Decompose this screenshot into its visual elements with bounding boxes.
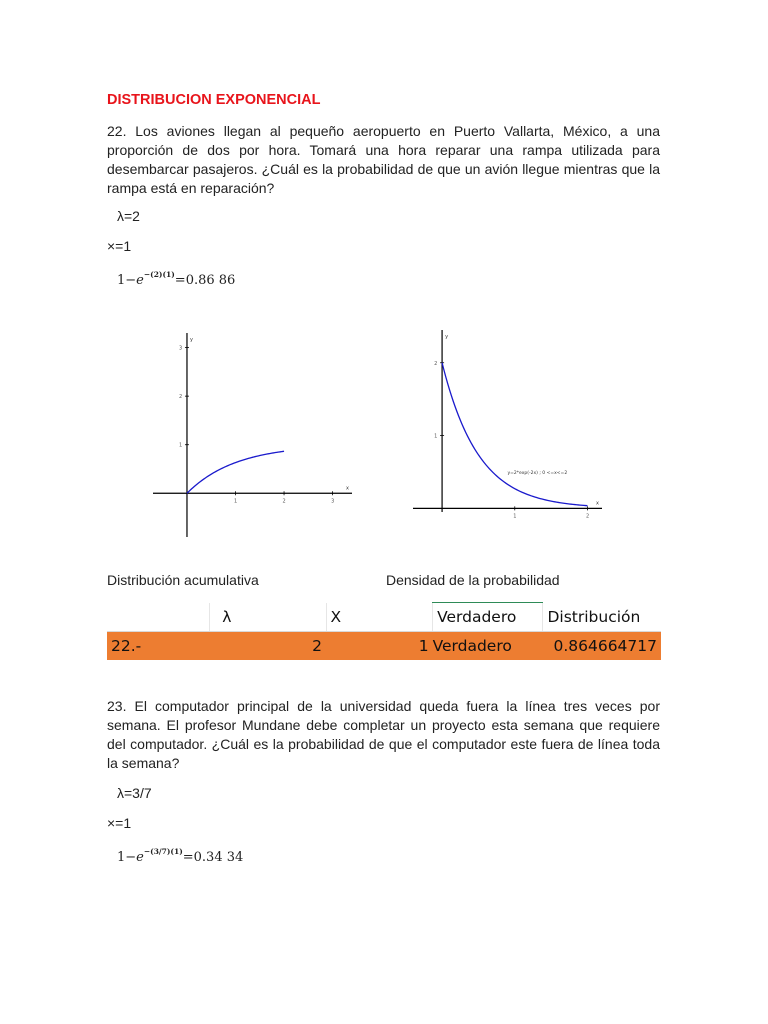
pdf-chart <box>405 322 610 520</box>
row-distribucion: 0.864664717 <box>543 632 661 661</box>
row-label: 22.- <box>107 632 210 661</box>
results-table <box>107 602 661 660</box>
data-point <box>441 362 442 363</box>
data-point <box>283 451 284 452</box>
section-heading: DISTRIBUCION EXPONENCIAL <box>107 92 321 108</box>
header-lambda: λ <box>210 603 326 632</box>
table-row <box>107 632 661 661</box>
data-point <box>247 458 248 459</box>
header-distribucion: Distribución <box>543 603 661 632</box>
y-axis-label: y <box>445 334 449 340</box>
data-point <box>587 505 588 506</box>
data-point <box>478 454 479 455</box>
x-axis-label: x <box>346 485 349 492</box>
data-point <box>532 496 533 497</box>
x-tick-label: 1 <box>234 498 238 505</box>
row-verdadero: Verdadero <box>433 632 543 661</box>
header-x: X <box>326 603 433 632</box>
formula-e: e <box>136 273 144 288</box>
y-tick-label: 2 <box>434 360 438 367</box>
problem-22-x: ×=1 <box>107 238 132 254</box>
data-point <box>514 488 515 489</box>
data-point <box>199 482 200 483</box>
data-point <box>460 419 461 420</box>
y-tick-label: 3 <box>178 345 183 352</box>
problem-23-text: 23. El computador principal de la universidad queda fuera la línea tres veces por semana. El profesor Mundane debe completar un proyecto esta semana que requiere del computador. ¿Cuál es la probabilidad de que el computador este fuera de línea toda la semana? <box>107 698 660 771</box>
problem-22-text: 22. Los aviones llegan al pequeño aeropuerto en Puerto Vallarta, México, a una proporción de dos por hora. Tomará una hora reparar una rampa utilizada para desembarcar pasajeros. ¿Cuál es la probabilidad de que un avión llegue mientras que la rampa está en reparación? <box>107 123 660 196</box>
problem-23-formula <box>117 847 243 865</box>
data-point <box>569 503 570 504</box>
curve-annotation: y=2*exp(-2x) ; 0 <=x<=2 <box>507 471 568 477</box>
x-tick-label: 1 <box>513 513 517 520</box>
formula-lhs: 1− <box>117 273 137 288</box>
formula-lhs: 1− <box>117 850 137 865</box>
x-tick-label: 2 <box>585 513 590 520</box>
formula-result: =0.86 86 <box>174 273 236 288</box>
formula-result: =0.34 34 <box>182 850 244 865</box>
data-point <box>223 467 224 468</box>
y-tick-label: 1 <box>434 433 438 440</box>
problem-22-lambda: λ=2 <box>117 208 140 224</box>
header-verdadero: Verdadero <box>433 603 543 632</box>
problem-23-x: ×=1 <box>107 815 132 831</box>
y-tick-label: 1 <box>178 442 183 449</box>
cdf-chart-plot <box>153 333 352 537</box>
formula-e: e <box>136 850 144 865</box>
data-point <box>496 475 497 476</box>
caption-density: Densidad de la probabilidad <box>386 572 560 588</box>
problem-22-formula <box>117 270 235 288</box>
cdf-chart <box>145 325 360 545</box>
header-cell <box>107 603 210 632</box>
row-x: 1 <box>326 632 433 661</box>
x-tick-label: 3 <box>331 498 335 505</box>
data-point <box>235 462 236 463</box>
formula-exponent: −(3/7)(1) <box>143 847 183 856</box>
y-tick-label: 2 <box>178 394 183 401</box>
x-tick-label: 2 <box>282 498 286 505</box>
data-point <box>259 455 260 456</box>
curve-line <box>442 363 587 506</box>
x-axis-label: x <box>596 500 599 507</box>
data-point <box>186 493 187 494</box>
data-point <box>551 500 552 501</box>
curve-line <box>187 451 284 493</box>
caption-cumulative: Distribución acumulativa <box>107 572 259 588</box>
data-point <box>211 474 212 475</box>
formula-exponent: −(2)(1) <box>143 270 175 279</box>
row-lambda: 2 <box>210 632 326 661</box>
problem-23-lambda: λ=3/7 <box>117 785 152 801</box>
table-header-row <box>107 603 661 632</box>
pdf-chart-plot <box>413 330 602 519</box>
data-point <box>271 453 272 454</box>
y-axis-label: y <box>189 337 193 343</box>
